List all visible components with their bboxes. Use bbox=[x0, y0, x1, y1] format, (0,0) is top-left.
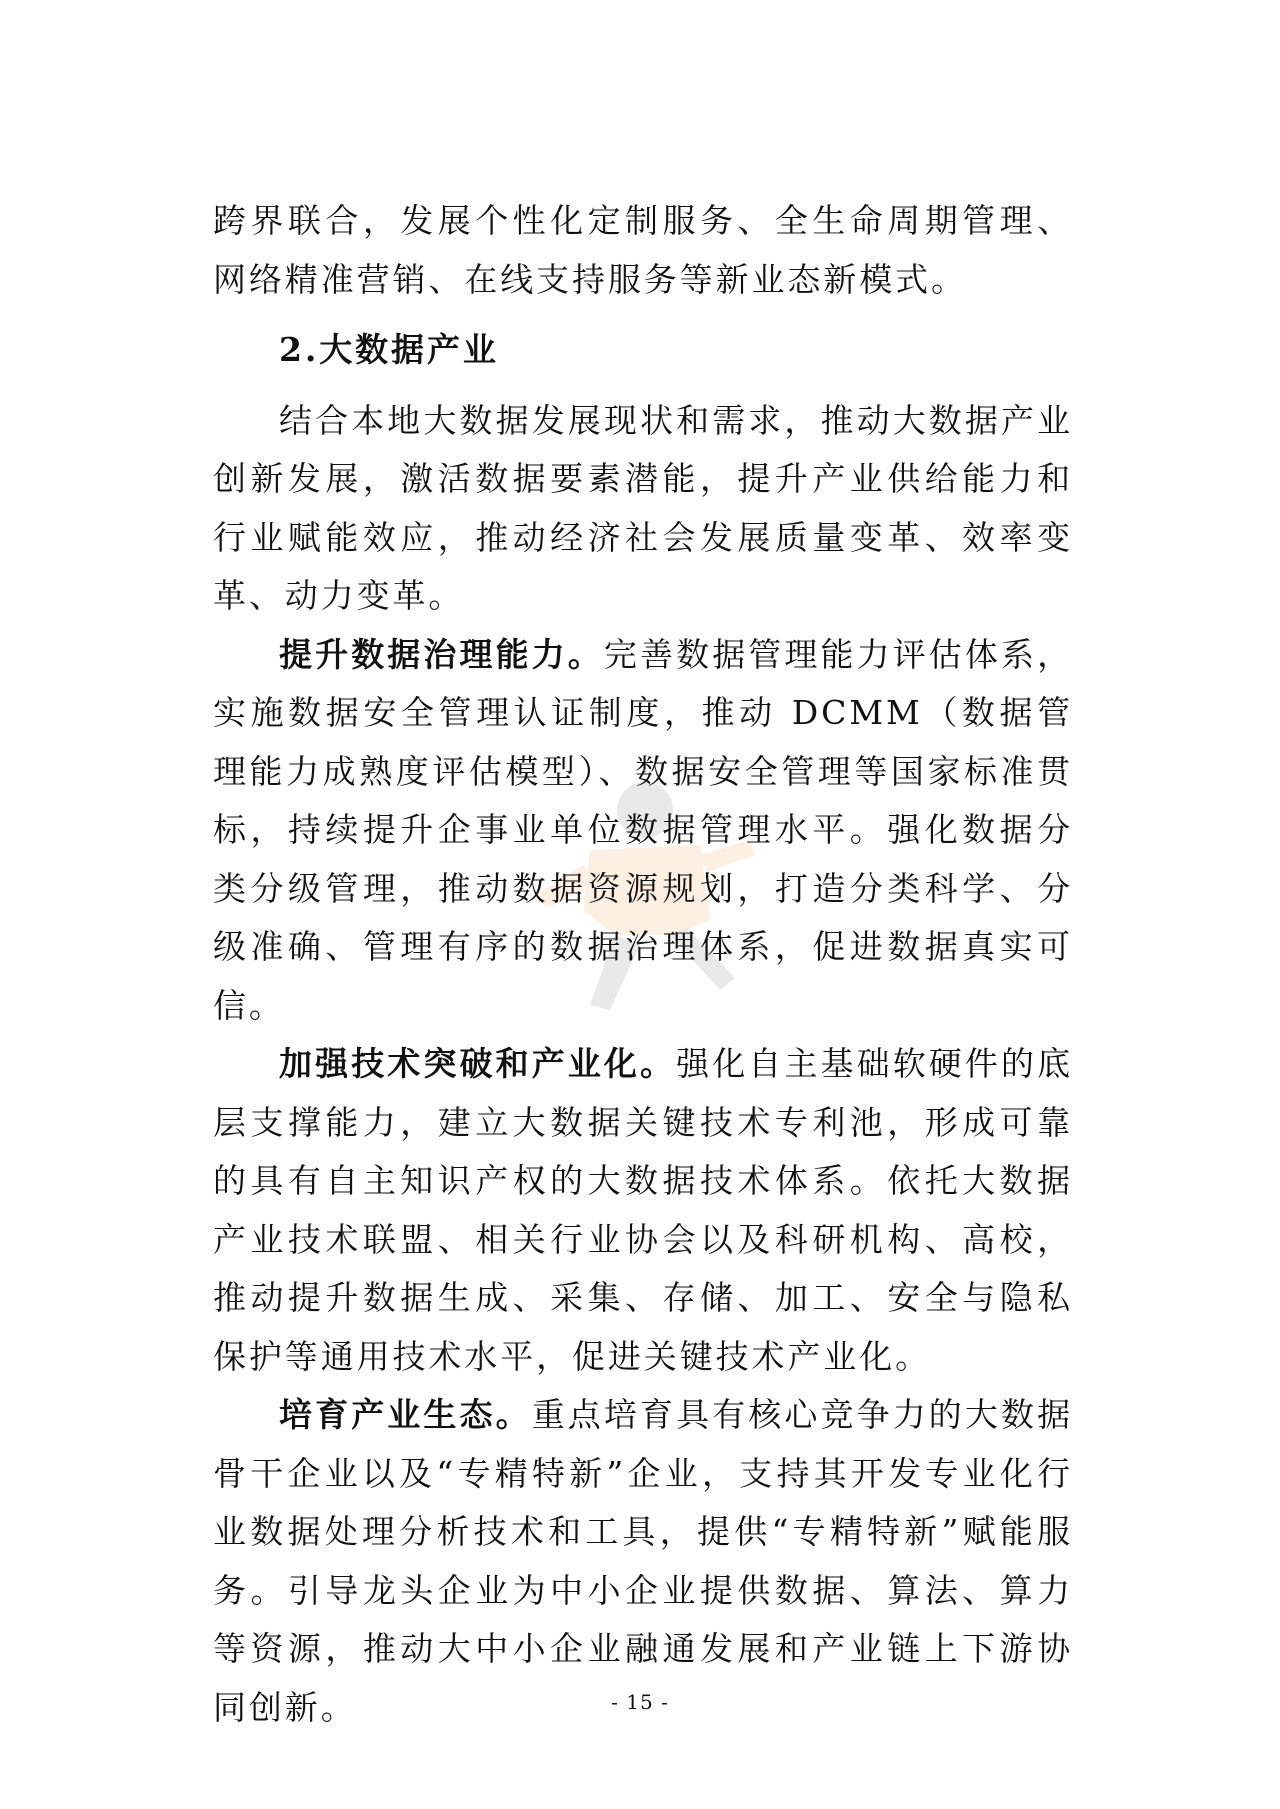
paragraph-lead-tech-breakthrough: 加强技术突破和产业化。 bbox=[279, 1044, 677, 1083]
paragraph-industry-ecosystem bbox=[213, 1386, 1073, 1737]
document-body bbox=[213, 192, 1073, 1737]
section-heading-big-data: 2.大数据产业 bbox=[279, 330, 499, 369]
paragraph-body-data-governance: 完善数据管理能力评估体系，实施数据安全管理认证制度，推动 DCMM（数据管理能力成熟度评估模型）、数据安全管理等国家标准贯标，持续提升企事业单位数据管理水平。强化数据分类分级管理，推动数据资源规划，打造分类科学、分级准确、管理有序的数据治理体系，促进数据真实可信。 bbox=[213, 634, 1073, 1025]
paragraph-body-industry-ecosystem: 重点培育具有核心竞争力的大数据骨干企业以及“专精特新”企业，支持其开发专业化行业数据处理分析技术和工具，提供“专精特新”赋能服务。引导龙头企业为中小企业提供数据、算法、算力等资源，推动大中小企业融通发展和产业链上下游协同创新。 bbox=[213, 1395, 1073, 1727]
page-number: - 15 - bbox=[611, 1690, 669, 1714]
paragraph-data-governance bbox=[213, 626, 1073, 1036]
paragraph-tech-breakthrough bbox=[213, 1035, 1073, 1386]
paragraph-intro: 结合本地大数据发展现状和需求，推动大数据产业创新发展，激活数据要素潜能，提升产业供给能力和行业赋能效应，推动经济社会发展质量变革、效率变革、动力变革。 bbox=[213, 400, 1073, 615]
paragraph-lead-data-governance: 提升数据治理能力。 bbox=[279, 634, 604, 674]
paragraph-continued: 跨界联合，发展个性化定制服务、全生命周期管理、网络精准营销、在线支持服务等新业态新模式。 bbox=[213, 201, 1073, 299]
paragraph-body-tech-breakthrough: 强化自主基础软硬件的底层支撑能力，建立大数据关键技术专利池，形成可靠的具有自主知识产权的大数据技术体系。依托大数据产业技术联盟、相关行业协会以及科研机构、高校，推动提升数据生成、采集、存储、加工、安全与隐私保护等通用技术水平，促进关键技术产业化。 bbox=[213, 1044, 1073, 1376]
paragraph-lead-industry-ecosystem: 培育产业生态。 bbox=[279, 1395, 532, 1434]
